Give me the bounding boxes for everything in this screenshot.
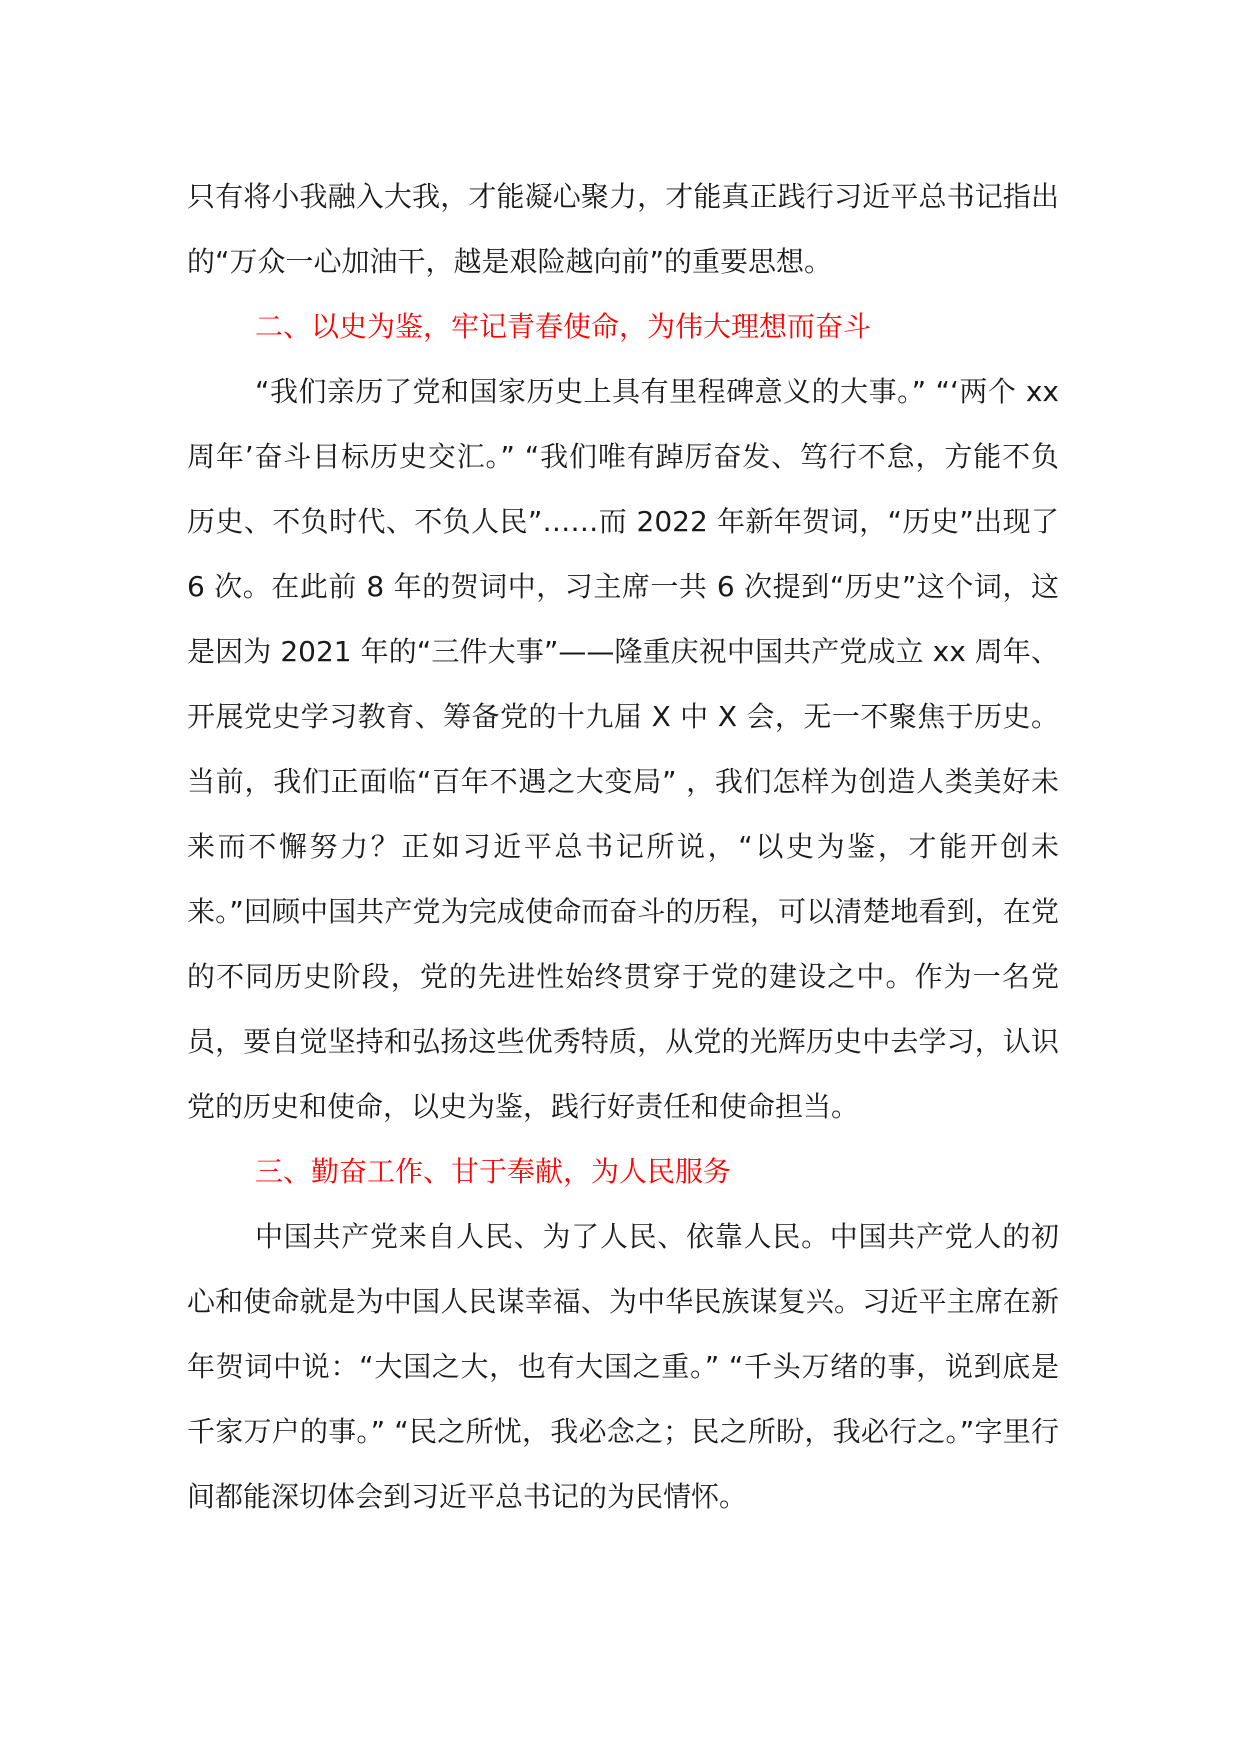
body-paragraph-people: 中国共产党来自人民、为了人民、依靠人民。中国共产党人的初心和使命就是为中国人民谋幸福、为中华民族谋复兴。习近平主席在新年贺词中说：“大国之大，也有大国之重。” “千头万绪的事，说到底是千家万户的事。” “民之所忧，我必念之；民之所盼，我必行之。”字里行间都能深切体会到习近平总书记的为民情怀。 xyxy=(187,1220,1059,1513)
section-heading-2: 二、以史为鉴，牢记青春使命，为伟大理想而奋斗 xyxy=(255,310,872,343)
section-heading-3: 三、勤奋工作、甘于奉献，为人民服务 xyxy=(255,1155,732,1188)
body-paragraph-continuation: 只有将小我融入大我，才能凝心聚力，才能真正践行习近平总书记指出的“万众一心加油干，越是艰险越向前”的重要思想。 xyxy=(187,180,1059,278)
document-body xyxy=(187,164,1059,1529)
body-paragraph-history: “我们亲历了党和国家历史上具有里程碑意义的大事。” “‘两个 xx 周年’奋斗目标历史交汇。” “我们唯有踔厉奋发、笃行不怠，方能不负历史、不负时代、不负人民”……而 2022 年新年贺词，“历史”出现了 6 次。在此前 8 年的贺词中，习主席一共 6 次提到“历史”这个词，这是因为 2021 年的“三件大事”——隆重庆祝中国共产党成立 xx 周年、开展党史学习教育、筹备党的十九届 X 中 X 会，无一不聚焦于历史。当前，我们正面临“百年不遇之大变局” ，我们怎样为创造人类美好未来而不懈努力？正如习近平总书记所说，“以史为鉴，才能开创未来。”回顾中国共产党为完成使命而奋斗的历程，可以清楚地看到，在党的不同历史阶段，党的先进性始终贯穿于党的建设之中。作为一名党员，要自觉坚持和弘扬这些优秀特质，从党的光辉历史中去学习，认识党的历史和使命，以史为鉴，践行好责任和使命担当。 xyxy=(187,375,1059,1123)
